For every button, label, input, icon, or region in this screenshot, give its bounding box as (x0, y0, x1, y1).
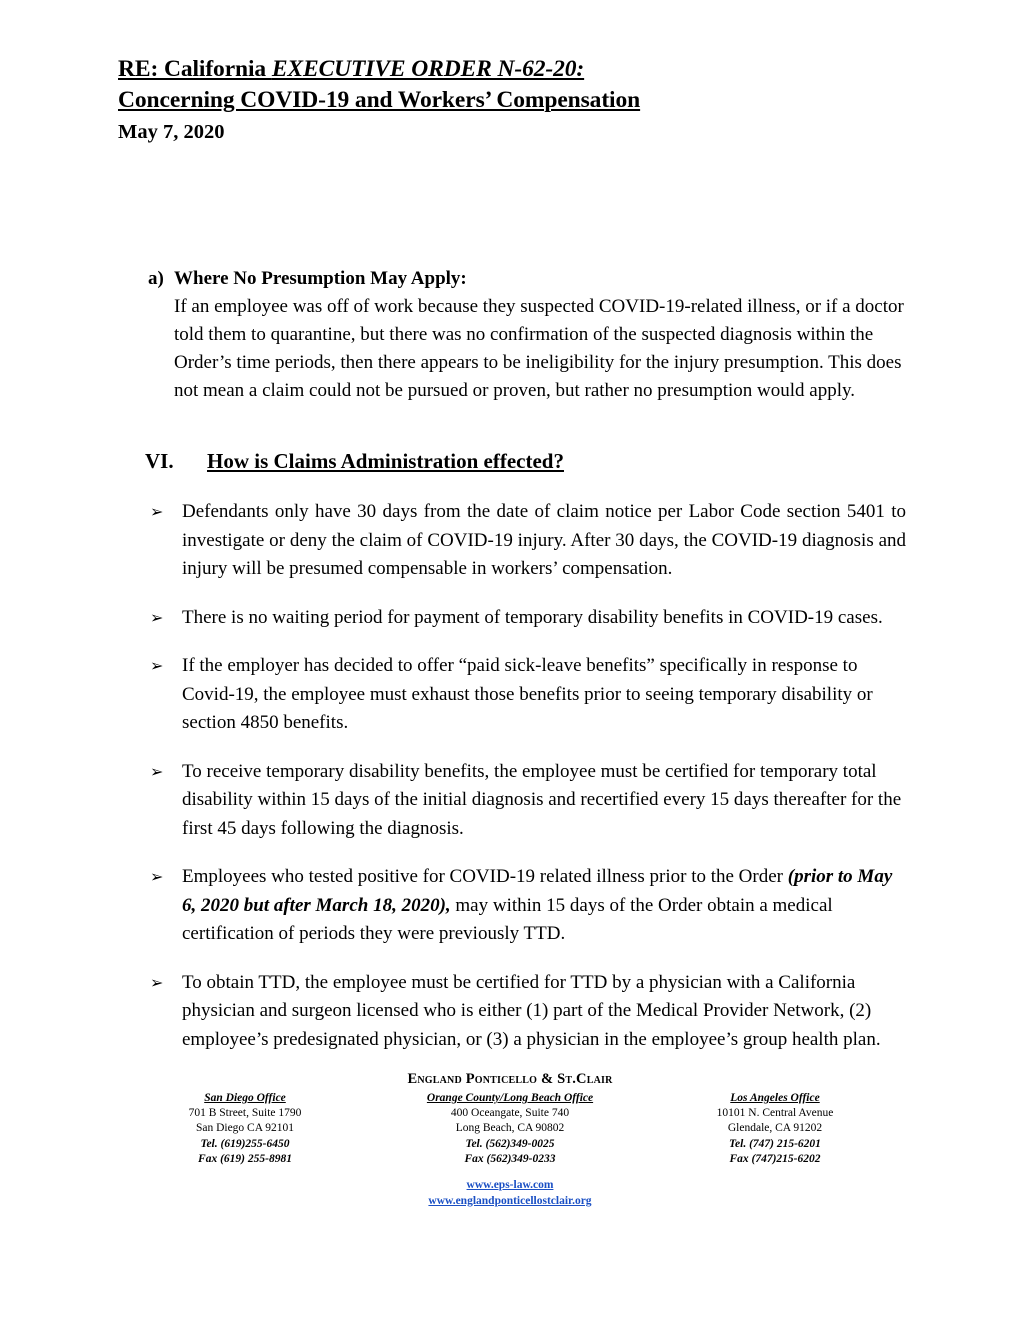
header-line-1-prefix: RE: California (118, 56, 272, 82)
office-address-line-2: Glendale, CA 91202 (727, 1122, 823, 1135)
header-line-2-text: Concerning COVID-19 and Workers’ Compensation (118, 87, 641, 114)
list-item-text-after: may within 15 days of the Order obtain a medical certification of periods they were previously TTD. (182, 894, 833, 944)
list-item-text: If the employer has decided to offer “paid sick-leave benefits” specifically in response to Covid-19, the employee must exhaust those benefits prior to seeing temporary disability or section 4850 benefits. (182, 655, 873, 733)
office-block-san-diego (120, 1091, 370, 1167)
footer-links (0, 1178, 1020, 1209)
list-item (150, 863, 906, 949)
list-item (150, 498, 906, 584)
roman-heading-text: How is Claims Administration effected? (207, 449, 564, 473)
firm-name: England Ponticello & St.Clair (407, 1071, 613, 1087)
office-address-line-1: 10101 N. Central Avenue (716, 1107, 834, 1120)
header-line-1-emphasis: EXECUTIVE ORDER N-62-20: (271, 56, 585, 82)
office-address-line-2: San Diego CA 92101 (195, 1122, 295, 1135)
office-telephone: Tel. (562)349-0025 (465, 1137, 555, 1150)
section-a-marker: a) (148, 268, 164, 289)
list-item-text: To receive temporary disability benefits, the employee must be certified for temporary total disability within 15 days of the initial diagnosis and recertified every 15 days thereafter for the first 45 days following the diagnosis. (182, 760, 902, 839)
office-address-line-2: Long Beach, CA 90802 (455, 1122, 565, 1135)
office-fax: Fax (619) 255-8981 (198, 1152, 292, 1165)
document-footer (0, 1070, 1020, 1209)
office-address-line-1: 701 B Street, Suite 1790 (188, 1107, 302, 1120)
office-list (0, 1091, 1020, 1167)
website-link-eps-law[interactable]: www.eps-law.com (466, 1178, 554, 1191)
office-address-line-1: 400 Oceangate, Suite 740 (450, 1107, 570, 1120)
office-fax: Fax (747)215-6202 (729, 1152, 821, 1165)
office-title: San Diego Office (204, 1092, 286, 1105)
list-item-text: Defendants only have 30 days from the date of claim notice per Labor Code section 5401 to investigate or deny the claim of COVID-19 injury. After 30 days, the COVID-19 diagnosis and injury will be presumed compensable in workers’ compensation. (182, 501, 906, 579)
office-block-orange-county (370, 1091, 650, 1167)
office-telephone: Tel. (619)255-6450 (200, 1137, 290, 1150)
document-header (118, 54, 898, 146)
office-title: Orange County/Long Beach Office (426, 1092, 594, 1105)
list-item-text-emphasis: (prior to May 6, 2020 but after March 18, 2020), (182, 866, 893, 916)
list-item-text: There is no waiting period for payment of temporary disability benefits in COVID-19 cases. (182, 606, 883, 628)
list-item-text: To obtain TTD, the employee must be certified for TTD by a physician with a California physician and surgeon licensed who is either (1) part of the Medical Provider Network, (2) employee’s predesignated physician, or (3) a physician in the employee’s group health plan. (182, 971, 881, 1050)
list-item (150, 969, 906, 1055)
list-item (150, 758, 906, 844)
header-date: May 7, 2020 (118, 120, 225, 143)
bullet-list (150, 498, 906, 1074)
arrow-bullet-icon: ➢ (150, 502, 164, 521)
section-a (148, 268, 906, 405)
arrow-bullet-icon: ➢ (150, 761, 164, 781)
roman-section-heading (145, 449, 564, 474)
office-fax: Fax (562)349-0233 (464, 1152, 556, 1165)
header-line-2 (118, 85, 898, 116)
arrow-bullet-icon: ➢ (150, 607, 164, 627)
list-item-text (182, 863, 906, 949)
arrow-bullet-icon: ➢ (150, 972, 164, 992)
arrow-bullet-icon: ➢ (150, 656, 164, 675)
header-line-1 (118, 54, 898, 85)
office-title: Los Angeles Office (730, 1092, 820, 1105)
office-block-los-angeles (650, 1091, 900, 1167)
list-item-text-before: Employees who tested positive for COVID-19 related illness prior to the Order (182, 866, 788, 887)
section-a-body: If an employee was off of work because they suspected COVID-19-related illness, or if a doctor told them to quarantine, but there was no confirmation of the suspected diagnosis within the Order’s time periods, then there appears to be ineligibility for the injury presumption. This does not mean a claim could not be pursued or proven, but rather no presumption would apply. (174, 295, 904, 402)
website-link-englandponticellostclair[interactable]: www.englandponticellostclair.org (428, 1194, 592, 1207)
office-telephone: Tel. (747) 215-6201 (729, 1137, 821, 1150)
list-item (150, 604, 906, 633)
list-item (150, 652, 906, 738)
section-a-title (148, 268, 906, 291)
section-a-title-text: Where No Presumption May Apply: (174, 268, 467, 289)
arrow-bullet-icon: ➢ (150, 867, 164, 886)
roman-numeral: VI. (145, 449, 174, 473)
